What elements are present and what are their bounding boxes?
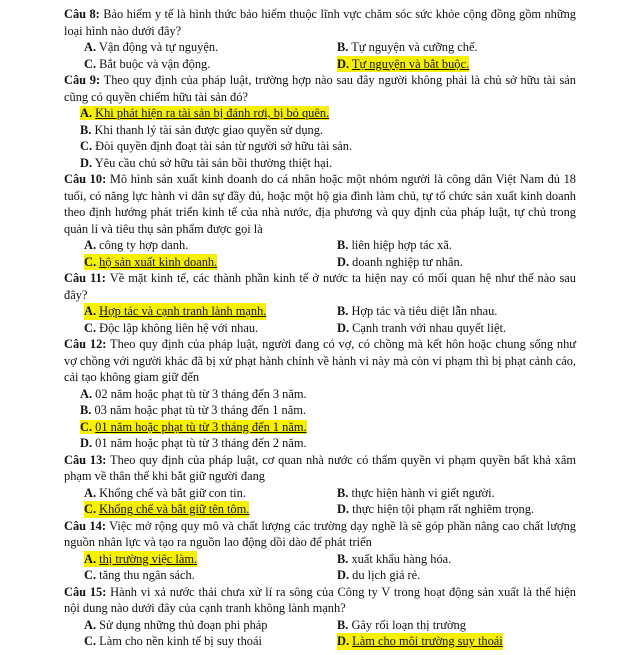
question-9 <box>64 72 576 105</box>
option-a: A. Khi phát hiện ra tài sản bị đánh rơi, bị bỏ quên. <box>80 106 330 120</box>
option-a: A. Sử dụng những thủ đoạn phi pháp <box>84 617 268 632</box>
options-row <box>64 485 576 502</box>
options-row <box>64 39 576 56</box>
option-a-highlighted: A. thị trường việc làm. <box>84 551 198 566</box>
question-text: Bảo hiểm y tế là hình thức bảo hiểm thuộc lĩnh vực chăm sóc sức khỏe cộng đồng gồm những loại hình nào dưới đây? <box>64 7 576 38</box>
options-row <box>64 303 576 320</box>
options-row <box>64 617 576 634</box>
question-number: Câu 13: <box>64 452 107 467</box>
question-14 <box>64 518 576 551</box>
question-number: Câu 9: <box>64 73 101 87</box>
option-d: D. Cạnh tranh với nhau quyết liệt. <box>337 320 506 335</box>
question-8 <box>64 6 576 39</box>
option-b: B. Hợp tác và tiêu diệt lẫn nhau. <box>337 304 498 318</box>
options-row <box>64 551 576 568</box>
question-10 <box>64 171 576 237</box>
option-d-highlighted: D. Tự nguyện và bắt buộc. <box>337 56 470 71</box>
option-b: B. liên hiệp hợp tác xã. <box>337 238 452 252</box>
question-number: Câu 12: <box>64 337 107 351</box>
question-text: Hành vi xả nước thải chưa xử lí ra sông của Công ty V trong hoạt động sản xuất là thể hiện nội dung nào dưới đây của cạnh tranh không lành mạnh? <box>64 584 576 615</box>
options-row <box>64 56 576 73</box>
exam-page <box>64 6 576 650</box>
options-row <box>64 237 576 254</box>
question-text: Theo quy định của pháp luật, cơ quan nhà nước có thẩm quyền vi phạm quyền bất khả xâm phạm về thân thể khi bắt giữ người đang <box>64 452 576 483</box>
options-row <box>64 567 576 584</box>
option-c: C. Độc lập không liên hệ với nhau. <box>84 320 259 335</box>
question-11 <box>64 270 576 303</box>
question-text: Về mặt kinh tế, các thành phần kinh tế ở nước ta hiện nay có mối quan hệ như thế nào sau đây? <box>64 271 577 302</box>
options-row <box>64 633 576 650</box>
option-a-highlighted: A. Hợp tác và cạnh tranh lành mạnh. <box>84 304 267 318</box>
question-text: Theo quy định của pháp luật, trường hợp nào sau đây người không phải là chủ sở hữu tài sản cũng có quyền chiếm hữu tài sản đó? <box>64 73 576 104</box>
question-number: Câu 14: <box>64 518 106 533</box>
option-d: D. 01 năm hoặc phạt tù từ 3 tháng đến 2 năm. <box>80 436 307 450</box>
question-13 <box>64 452 576 485</box>
question-text: Mô hình sản xuất kinh doanh do cá nhân hoặc một nhóm người là công dân Việt Nam đủ 18 tuổi, có năng lực hành vi dân sự đầy đủ, hoặc một hộ gia đình làm chủ, tự tổ chức sản xuất kinh doanh theo định hướng phát triển kinh tế của nhà nước, địa phương và quy định của pháp luật, tự chủ trong quản lí và tiêu thụ sản phẩm được gọi là <box>64 172 576 236</box>
option-c-highlighted: C. Khống chế và bắt giữ tên tôm. <box>84 502 250 516</box>
option-c: C. Làm cho nền kinh tế bị suy thoái <box>84 634 262 648</box>
options-row <box>64 501 576 518</box>
option-d: D. du lịch giá rẻ. <box>337 568 421 582</box>
option-d-highlighted: D. Làm cho môi trường suy thoái <box>337 634 503 648</box>
option-d: D. doanh nghiệp tư nhân. <box>337 254 463 269</box>
option-c: C. Đòi quyền định đoạt tài sản từ người sở hữu tài sản. <box>80 139 353 153</box>
option-d: D. thực hiện tội phạm rất nghiêm trọng. <box>337 502 535 516</box>
option-b: B. 03 năm hoặc phạt tù từ 3 tháng đến 1 năm. <box>80 403 306 417</box>
option-a: A. Vận động và tự nguyện. <box>84 40 219 54</box>
option-b: B. xuất khẩu hàng hóa. <box>337 551 452 566</box>
option-a: A. 02 năm hoặc phạt tù từ 3 tháng đến 3 năm. <box>80 386 307 401</box>
question-15 <box>64 584 576 617</box>
option-b: B. Tự nguyện và cưỡng chế. <box>337 40 478 54</box>
question-number: Câu 10: <box>64 172 107 186</box>
option-c: C. Bắt buộc và vận động. <box>84 56 211 71</box>
option-b: B. Gây rối loạn thị trường <box>337 617 466 632</box>
question-12 <box>64 336 576 386</box>
option-c-highlighted: C. 01 năm hoặc phạt tù từ 3 tháng đến 1 năm. <box>80 419 307 434</box>
option-b: B. thực hiện hành vi giết người. <box>337 485 495 500</box>
option-c: C. tăng thu ngân sách. <box>84 568 195 582</box>
options-row <box>64 254 576 271</box>
question-number: Câu 8: <box>64 7 100 21</box>
option-b: B. Khi thanh lý tài sản được giao quyền sử dụng. <box>80 122 324 137</box>
option-d: D. Yêu cầu chủ sở hữu tài sản bồi thường thiệt hại. <box>80 155 333 170</box>
option-a: A. công ty hợp danh. <box>84 238 189 252</box>
option-c-highlighted: C. hộ sản xuất kinh doanh. <box>84 254 218 269</box>
option-a: A. Khống chế và bắt giữ con tin. <box>84 485 246 500</box>
question-text: Theo quy định của pháp luật, người đang có vợ, có chồng mà kết hôn hoặc chung sống như vợ chồng với người khác đã bị xử phạt hành chính về hành vi này mà còn vi phạm thì bị phạt cảnh cáo, cải tạo không giam giữ đến <box>64 337 576 384</box>
question-number: Câu 15: <box>64 584 107 599</box>
question-text: Việc mở rộng quy mô và chất lượng các trường dạy nghề là sẽ góp phần nâng cao chất lượng nguồn nhân lực và tạo ra nguồn lao động dồi dào để phát triển <box>64 518 576 549</box>
question-number: Câu 11: <box>64 271 106 285</box>
options-row <box>64 320 576 337</box>
